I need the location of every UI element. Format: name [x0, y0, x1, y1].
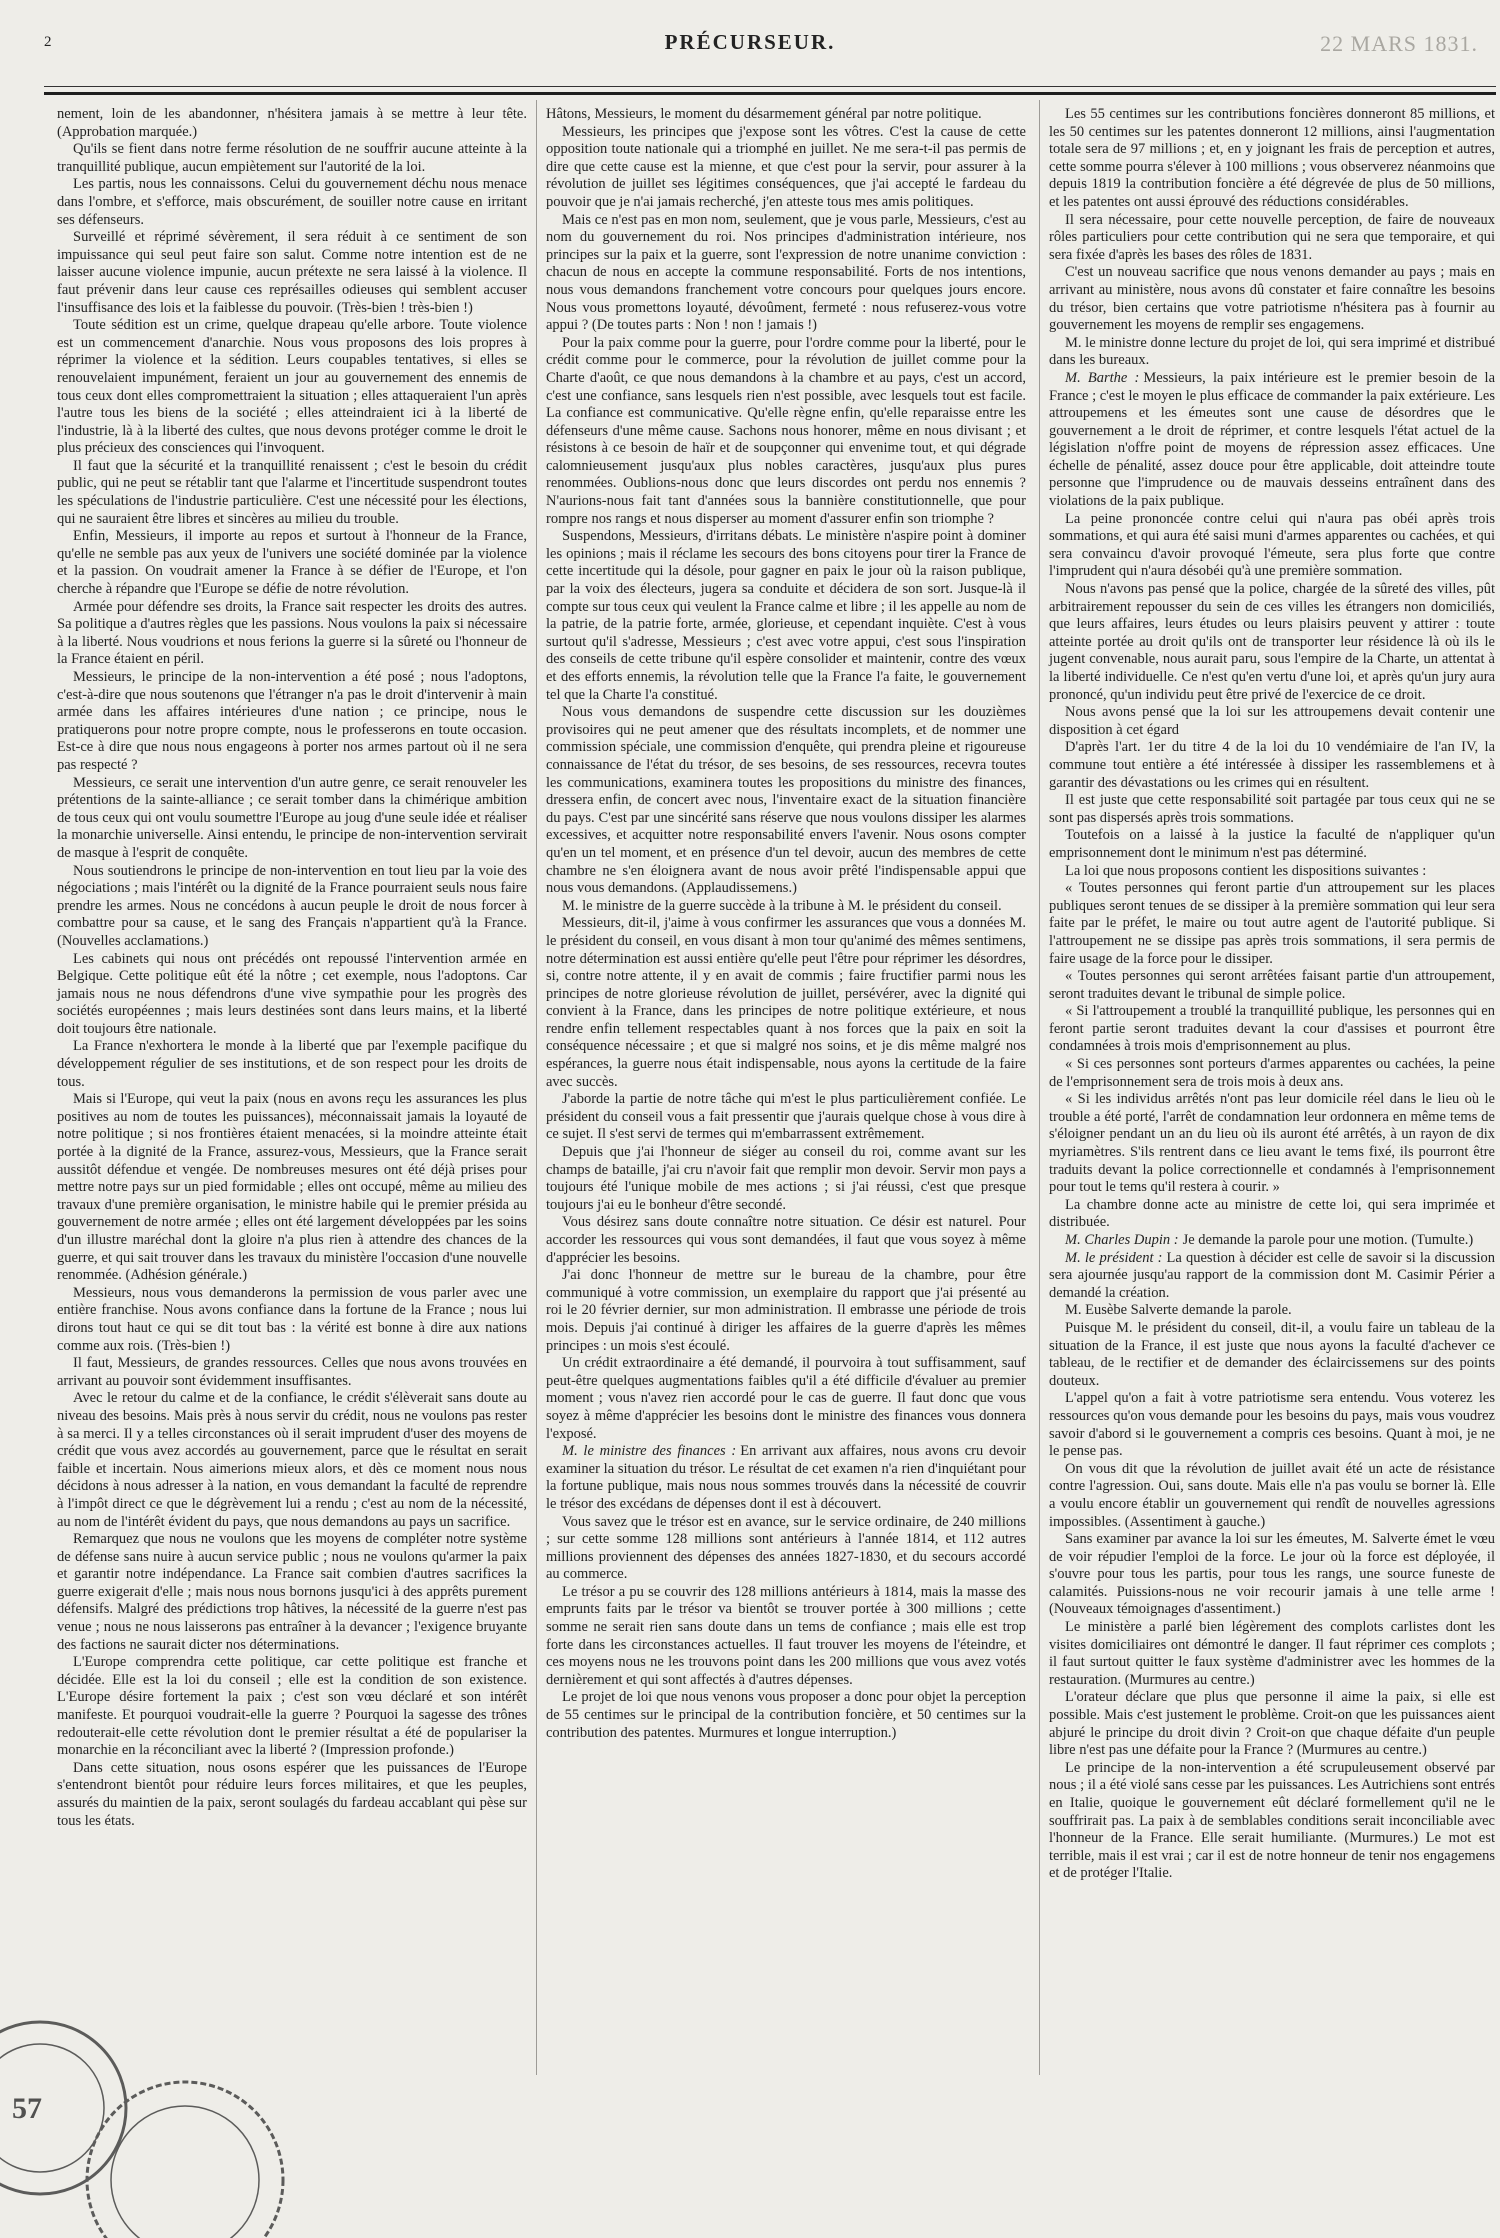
paragraph-text: Enfin, Messieurs, il importe au repos et surtout à l'honneur de la France, qu'elle ne semble pas aux yeux de l'univers une société dominée par la violence et la passion. On voudrait amener la France à se défier de l'Europe, et l'on cherche à répandre que l'Europe se défie de notre révolution.	[57, 528, 527, 598]
paragraph-text: Mais si l'Europe, qui veut la paix (nous en avons reçu les assurances les plus positives au nom de toutes les puissances), méconnaissait jamais la loyauté de notre politique ; si nos frontières étaient menacées, si la moindre atteinte était portée à la dignité de la France, assurez-vous, Messieurs, que la France serait aussitôt défendue et vengée. De nombreuses mesures ont été déjà prises pour mettre notre pays sur un pied formidable ; elles ont occupé, même au milieu des travaux d'une première organisation, le ministre habile qui le premier présida au gouvernement de notre armée ; elles ont été largement développées par les soins d'un illustre maréchal dont la gloire n'a plus rien à attendre des chances de la guerre, et qui sait trouver dans les travaux du ministère l'occasion d'une nouvelle renommée. (Adhésion générale.)	[57, 1091, 527, 1284]
paragraph-text: Sans examiner par avance la loi sur les émeutes, M. Salverte émet le vœu de voir répudier l'emploi de la force. Le jour où la force est déployée, il s'ouvre pour tous les partis, pour tous les rangs, une source funeste de calamités. Puissions-nous ne voir recourir jamais à une telle arme ! (Nouveaux témoignages d'assentiment.)	[1049, 1531, 1495, 1618]
paragraph	[1049, 1250, 1495, 1303]
paragraph-text: Pour la paix comme pour la guerre, pour l'ordre comme pour la liberté, pour le crédit comme pour le commerce, pour la révolution de juillet comme pour la Charte d'août, ce que nous demandons à la chambre et au pays, c'est un accord, c'est une confiance, sans lesquels rien n'est possible, avec lesquels tout est facile. La confiance est communicative. Qu'elle règne enfin, qu'elle reparaisse entre les défenseurs d'une même cause. Sachons nous honorer, même en nous divisant ; et résistons à ce besoin de haïr et de soupçonner qui envenime tout, et qui dégrade calomnieusement jusqu'aux plus nobles caractères, jusqu'aux plus pures renommées. Oublions-nous donc que leurs discordes ont perdu nos ennemis ? N'aurions-nous fait tant d'années sous la bannière constitutionnelle, que pour rompre nos rangs et nous disperser au moment d'assurer enfin son triomphe ?	[546, 334, 1026, 527]
paragraph	[1049, 212, 1495, 265]
paragraph-text: Le ministère a parlé bien légèrement des complots carlistes dont les visites domiciliaires ont démontré le danger. Il faut réprimer ces complots ; il faut surtout quitter le faux système d'administrer avec les hommes de la restauration. (Murmures au centre.)	[1049, 1619, 1495, 1688]
paragraph-text: « Si les individus arrêtés n'ont pas leur domicile réel dans le lieu où le trouble a été porté, l'arrêt de condamnation leur ordonnera en même tems de s'éloigner pendant un an du lieu où ils auront été arrêtés, à un rayon de dix myriamètres. S'ils rentrent dans ce lieu avant le tems fixé, ils pourront être traduits devant la police correctionnelle et condamnés à l'emprisonnement pour tout le tems qu'il restera à courir. »	[1049, 1091, 1495, 1196]
paragraph	[1049, 792, 1495, 827]
paragraph	[57, 599, 527, 669]
paragraph	[1049, 1197, 1495, 1232]
paragraph	[1049, 863, 1495, 881]
speaker-label: M. Barthe :	[1065, 369, 1140, 386]
issue-date: 22 MARS 1831.	[1320, 31, 1478, 56]
paragraph-text: M. Eusèbe Salverte demande la parole.	[1065, 1302, 1292, 1319]
paragraph	[1049, 1302, 1495, 1320]
paragraph	[546, 1144, 1026, 1214]
stamp-number: 57	[12, 2092, 42, 2125]
paragraph	[57, 1285, 527, 1355]
header-rule	[44, 86, 1496, 95]
paragraph-text: En arrivant aux affaires, nous avons cru devoir examiner la situation du trésor. Le résultat de cet examen n'a rien d'inquiétant pour la fortune publique, mais nous nous sommes trouvés dans la nécessité de couvrir le trésor des excédans de dépenses dont il est à découvert.	[546, 1443, 1026, 1512]
column-3	[1049, 106, 1495, 1883]
paragraph-text: Suspendons, Messieurs, d'irritans débats. Le ministère n'aspire point à dominer les opinions ; mais il réclame les secours des bons citoyens pour tirer la France de cette incertitude qui la désole, pour gagner en paix le jour où la raison publique, par la voix des électeurs, jugera sa conduite et décidera de son sort. Jusque-là il compte sur tous ceux qui veulent la France calme et libre ; il les appelle au nom de la patrie, de la patrie forte, armée, glorieuse, et cependant inquiète. C'est à vous surtout qu'il s'adresse, Messieurs ; c'est avec votre appui, c'est sous l'inspiration des conseils de cette tribune qu'il espère consolider et maintenir, contre des vœux et des efforts ennemis, la révolution telle que la France l'a faite, le gouvernement tel que la Charte l'a constitué.	[546, 528, 1026, 703]
paragraph	[546, 335, 1026, 529]
paragraph-text: Un crédit extraordinaire a été demandé, il pourvoira à tout suffisamment, sauf peut-être quelques augmentations faibles qu'il a été difficile d'évaluer au premier moment ; vous n'avez rien accordé pour le cas de guerre. Il faut donc que vous soyez à même d'apprécier les besoins dont le ministre des finances vous donnera l'exposé.	[546, 1355, 1026, 1442]
paragraph	[1049, 1091, 1495, 1197]
paragraph-text: Les partis, nous les connaissons. Celui du gouvernement déchu nous menace dans l'ombre, et s'efforce, mais obscurément, de souiller notre cause en irritant ses défenseurs.	[57, 176, 527, 228]
paragraph-text: Messieurs, les principes que j'expose sont les vôtres. C'est la cause de cette opposition toute nationale qui a triomphé en juillet. Ne me sera-t-il pas permis de dire que cette cause est la mienne, et que c'est pour la servir, pour assurer à la révolution de juillet ses légitimes conséquences, que j'ai accepté le fardeau du pouvoir que je n'ai jamais recherché, j'en atteste tous mes amis politiques.	[546, 123, 1026, 210]
paragraph	[1049, 1461, 1495, 1531]
paragraph-text: Toutefois on a laissé à la justice la faculté de n'appliquer qu'un emprisonnement dont le minimum n'est pas déterminé.	[1049, 827, 1495, 861]
paragraph	[1049, 1689, 1495, 1759]
paragraph	[1049, 370, 1495, 511]
paragraph-text: Depuis que j'ai l'honneur de siéger au conseil du roi, comme avant sur les champs de bataille, j'ai cru n'avoir fait que remplir mon devoir. Servir mon pays a toujours été l'unique mobile de mes actions ; si j'ai réussi, c'est que presque toujours j'ai eu le bonheur d'être secondé.	[546, 1144, 1026, 1213]
paragraph-text: M. le ministre de la guerre succède à la tribune à M. le président du conseil.	[562, 897, 1002, 914]
paragraph	[57, 775, 527, 863]
paragraph-text: L'orateur déclare que plus que personne il aime la paix, si elle est possible. Mais c'est justement le problème. Croit-on que les puissances aient abjuré le principe du droit divin ? Croit-on que chaque défaite d'un peuple libre n'est pas une défaite pour la France ? (Murmures au centre.)	[1049, 1689, 1495, 1759]
paragraph	[546, 1689, 1026, 1742]
paragraph	[546, 212, 1026, 335]
paragraph-text: L'Europe comprendra cette politique, car cette politique est franche et décidée. Elle est la loi du conseil ; elle est la condition de son existence. L'Europe désire fortement la paix ; c'est son vœu déclaré et son intérêt manifeste. Et pourquoi voudrait-elle la guerre ? Pourquoi la sagesse des trônes redouterait-elle cette révolution dont le premier résultat a été de populariser la monarchie en la réconciliant avec la liberté ? (Impression profonde.)	[57, 1654, 527, 1759]
paragraph	[1049, 704, 1495, 739]
paragraph	[546, 1267, 1026, 1355]
paragraph-text: J'ai donc l'honneur de mettre sur le bureau de la chambre, pour être communiqué à votre commission, un exemplaire du rapport que j'ai présenté au roi le 20 février dernier, sur mon administration. Il embrasse une période de trois mois. Depuis j'ai continué à diriger les affaires de la guerre d'après les mêmes principes : un mois s'est écoulé.	[546, 1267, 1026, 1354]
paragraph-text: Messieurs, nous vous demanderons la permission de vous parler avec une entière franchise. Nous avons confiance dans la fortune de la France ; nous lui dirons tout haut ce qui se dit tout bas : la vérité est bonne à dire aux nations comme aux rois. (Très-bien !)	[57, 1284, 527, 1354]
column-rule	[1039, 100, 1040, 2075]
paragraph-text: Toute sédition est un crime, quelque drapeau qu'elle arbore. Toute violence est un commencement d'anarchie. Nous vous proposons des lois propres à réprimer la violence et la sédition. Leurs coupables tentatives, si elles se renouvelaient impunément, feraient un jour au gouvernement des ennemis de tous ceux dont elles compromettraient la situation ; elles attaqueraient l'un après l'autre tous les biens de la société ; elles atteindraient ici à la liberté de l'industrie, là à la liberté des cultes, que nous devons protéger comme le droit le plus précieux des consciences qui l'invoquent.	[57, 317, 527, 457]
paragraph	[546, 704, 1026, 898]
paragraph-text: « Toutes personnes qui feront partie d'un attroupement sur les places publiques seront tenues de se dissiper à la première sommation qui leur sera faite par le préfet, le maire ou tout autre agent de l'autorité publique. Si l'attroupement ne se dissipe pas après trois sommations, il sera permis de faire usage de la force pour le dissiper.	[1049, 880, 1495, 967]
paragraph-text: Le trésor a pu se couvrir des 128 millions antérieurs à 1814, mais la masse des emprunts faits par le trésor va bientôt se trouver portée à 300 millions ; cette somme ne serait rien sans doute dans un tems de confiance ; mais elle est trop forte dans les circonstances actuelles. Il faut trouver les moyens de l'éteindre, et ces moyens nous ne les trouvons point dans les 200 millions que vous avez votés dernièrement et qui sont affectés à d'autres dépenses.	[546, 1583, 1026, 1688]
paragraph-text: Puisque M. le président du conseil, dit-il, a voulu faire un tableau de la situation de la France, il est juste que nous ayons la faculté d'achever ce tableau, de le rectifier et de demander des éclaircissemens sur des points douteux.	[1049, 1319, 1495, 1389]
paragraph	[1049, 968, 1495, 1003]
paragraph	[546, 1091, 1026, 1144]
paragraph-text: J'aborde la partie de notre tâche qui m'est le plus particulièrement confiée. Le président du conseil vous a fait pressentir que j'aurais quelque chose à vous dire à ce sujet. Il s'est servi de termes qui m'embarrassent extrêmement.	[546, 1091, 1026, 1143]
paragraph-text: Qu'ils se fient dans notre ferme résolution de ne souffrir aucune atteinte à la tranquillité publique, aucun empiètement sur l'autorité de la loi.	[57, 141, 527, 175]
page-number: 2	[44, 34, 52, 50]
paragraph	[546, 1355, 1026, 1443]
paragraph-text: D'après l'art. 1er du titre 4 de la loi du 10 vendémiaire de l'an IV, la commune tout entière a été intéressée à dissiper les rassemblemens et à garantir des dévastations ou les crimes qui en résultent.	[1049, 739, 1495, 791]
paragraph-text: Messieurs, ce serait une intervention d'un autre genre, ce serait renouveler les prétentions de la sainte-alliance ; ce serait tomber dans la chimérique ambition de tous ceux qui ont voulu soumettre l'Europe au joug d'une seule idée et réaliser la monarchie universelle. Ainsi entendu, le principe de non-intervention servirait de masque à l'esprit de conquête.	[57, 774, 527, 861]
paragraph-text: M. le ministre donne lecture du projet de loi, qui sera imprimé et distribué dans les bureaux.	[1049, 334, 1495, 369]
paragraph	[546, 1443, 1026, 1513]
paragraph-text: Nous avons pensé que la loi sur les attroupemens devait contenir une disposition à cet égard	[1049, 704, 1495, 738]
paragraph	[57, 1091, 527, 1285]
paragraph-text: Hâtons, Messieurs, le moment du désarmement général par notre politique.	[546, 106, 982, 122]
paragraph-text: Les 55 centimes sur les contributions foncières donneront 85 millions, et les 50 centimes sur les patentes donneront 12 millions, ainsi l'augmentation totale sera de 97 millions ; et, en y joignant les frais de perception et autres, cette somme pourra s'élever à 100 millions ; vous observerez néanmoins que depuis 1819 la contribution foncière a été dégrevée de plus de 50 millions, et les patentes ont aussi éprouvé des réductions considérables.	[1049, 106, 1495, 210]
paragraph	[57, 863, 527, 951]
column-1	[57, 106, 527, 1830]
paragraph	[1049, 1003, 1495, 1056]
paragraph	[546, 898, 1026, 916]
paragraph	[57, 1390, 527, 1531]
paragraph-text: Nous vous demandons de suspendre cette discussion sur les douzièmes provisoires qui ne peut amener que des résultats incomplets, et de nommer une commission spéciale, une commission d'enquête, qui prendra pleine et rigoureuse connaissance de l'état du trésor, de ses besoins, de ses ressources, recevra toutes les communications, examinera toutes les propositions du ministre des finances, dressera enfin, de concert avec nous, l'inventaire exact de la situation financière du pays. C'est par une sincérité sans réserve que nous voulons dissiper les alarmes excessives, et acquitter notre responsabilité envers l'avenir. Nous osons compter qu'en un tel moment, et en présence d'un tel devoir, aucun des membres de cette chambre ne s'en éloignera avant de nous avoir prêté l'indispensable appui que nous vous demandons. (Applaudissemens.)	[546, 704, 1026, 897]
paragraph	[1049, 264, 1495, 334]
paragraph	[546, 915, 1026, 1091]
paragraph-text: Il est juste que cette responsabilité soit partagée par tous ceux qui ne se sont pas dispersés après trois sommations.	[1049, 792, 1495, 826]
paragraph	[1049, 1056, 1495, 1091]
paragraph	[57, 1654, 527, 1760]
paragraph-text: La France n'exhortera le monde à la liberté que par l'exemple pacifique du développement régulier de ses institutions, et de son respect pour les droits de tous.	[57, 1038, 527, 1090]
paragraph-text: Armée pour défendre ses droits, la France sait respecter les droits des autres. Sa politique a d'autres règles que les passions. Nous voulons la paix si nécessaire à la liberté. Nous voudrions et nous ferions la guerre si la sûreté ou l'honneur de la France étaient en péril.	[57, 598, 527, 668]
paragraph-text: nement, loin de les abandonner, n'hésitera jamais à se mettre à leur tête. (Approbation marquée.)	[57, 106, 527, 140]
paragraph-text: Les cabinets qui nous ont précédés ont repoussé l'intervention armée en Belgique. Cette politique eût été la nôtre ; cet exemple, nous l'adoptons. Car jamais nous ne nous défendrons d'une vive sympathie pour les progrès des sociétés européennes ; mais leurs destinées sont dans leurs mains, et la liberté doit toujours être nationale.	[57, 950, 527, 1037]
paragraph-text: « Si l'attroupement a troublé la tranquillité publique, les personnes qui en feront partie seront traduites devant la cour d'assises et pourront être condamnées à trois mois d'emprisonnement au plus.	[1049, 1003, 1495, 1055]
paragraph-text: Nous soutiendrons le principe de non-intervention en tout lieu par la voie des négociations ; mais l'intérêt ou la dignité de la France pourraient seuls nous faire prendre les armes. Nous ne concédons à aucun peuple le droit de nous forcer à combattre pour sa cause, et le sang des Français n'appartient qu'à la France. (Nouvelles acclamations.)	[57, 862, 527, 949]
paragraph	[57, 176, 527, 229]
paragraph-text: On vous dit que la révolution de juillet avait été un acte de résistance contre l'agression. Oui, sans doute. Mais elle n'a pas voulu se borner là. Elle a voulu encore établir un gouvernement qui rendît de nouvelles agressions impossibles. (Assentiment à gauche.)	[1049, 1460, 1495, 1530]
paragraph-text: Remarquez que nous ne voulons que les moyens de compléter notre système de défense sans nuire à aucun service public ; nous ne voulons qu'armer la paix et garantir notre indépendance. La France sait combien d'autres sacrifices la guerre exigerait d'elle ; mais nous nous bornons jusqu'ici à des apprêts purement défensifs. Malgré des prédictions trop hâtives, la nécessité de la guerre n'est pas venue ; nous ne nous laisserons pas entraîner à la devancer ; l'exigence bruyante des factions ne saurait dicter nos déterminations.	[57, 1531, 527, 1653]
speaker-label: M. le ministre des finances :	[562, 1443, 737, 1460]
paragraph-text: Mais ce n'est pas en mon nom, seulement, que je vous parle, Messieurs, c'est au nom du gouvernement du roi. Nos principes d'administration intérieure, nos principes sur la paix et la guerre, sont l'expression de notre unanime conviction : chacun de nous en accepte la commune responsabilité. Forts de nos intentions, nous vous demandons franchement votre concours pour quelques jours encore. Nous vous promettons loyauté, dévoûment, fermeté : nous refuserez-vous votre appui ? (De toutes parts : Non ! non ! jamais !)	[546, 211, 1026, 334]
paragraph-text: C'est un nouveau sacrifice que nous venons demander au pays ; mais en arrivant au ministère, nous avons dû constater et faire connaître les besoins du trésor, bien certains que votre patriotisme n'hésitera pas à fournir au gouvernement les moyens de remplir ses engagemens.	[1049, 264, 1495, 334]
paragraph	[546, 1584, 1026, 1690]
paragraph-text: La question à décider est celle de savoir si la discussion sera ajournée jusqu'au rapport de la commission dont M. Casimir Périer a demandé la création.	[1049, 1249, 1495, 1301]
paragraph-text: La chambre donne acte au ministre de cette loi, qui sera imprimée et distribuée.	[1049, 1196, 1495, 1231]
paragraph-text: Surveillé et réprimé sévèrement, il sera réduit à ce sentiment de son impuissance qui seul peut faire son salut. Comme notre intention est de ne laisser aucune violence impunie, aucun prétexte ne sera laissé à la violence. Il faut prévenir dans leur cause ces représailles odieuses qui semblent accuser l'insuffisance des lois et la faiblesse du pouvoir. (Très-bien ! très-bien !)	[57, 229, 527, 316]
column-rule	[536, 100, 537, 2075]
paragraph	[1049, 880, 1495, 968]
paragraph	[57, 1355, 527, 1390]
paragraph	[1049, 1619, 1495, 1689]
paragraph-text: Dans cette situation, nous osons espérer que les puissances de l'Europe s'entendront bientôt pour réduire leurs forces militaires, et que les peuples, assurés du maintien de la paix, seront soulagés du fardeau accablant qui pèse sur tous les états.	[57, 1759, 527, 1829]
paragraph-text: Le projet de loi que nous venons vous proposer a donc pour objet la perception de 55 centimes sur le principal de la contribution foncière, et 50 centimes sur la contribution des patentes. Murmures et longue interruption.)	[546, 1689, 1026, 1741]
paragraph	[546, 1214, 1026, 1267]
paragraph-text: Messieurs, dit-il, j'aime à vous confirmer les assurances que vous a données M. le président du conseil, en vous disant à mon tour qu'animé des mêmes sentimens, notre détermination est aussi entière qu'elle peut l'être pour réprimer les désordres, si, contre notre attente, il y en avait de commis ; faire fructifier parmi nous les principes de notre glorieuse révolution de juillet, persévérer, avec la dignité qui convient à la France, dans les principes de notre politique extérieure, et nous rendre enfin tellement respectables quant à nos forces que la paix en soit la conséquence nécessaire ; et que si malgré nos soins, et je dis même malgré nos espérances, la guerre nous était indispensable, nous ayons la certitude de la faire avec succès.	[546, 915, 1026, 1090]
paragraph	[1049, 1320, 1495, 1390]
paragraph	[57, 1531, 527, 1654]
paragraph-text: Messieurs, la paix intérieure est le premier besoin de la France ; c'est le moyen le plus efficace de commander la paix extérieure. Les attroupemens et les émeutes sont une cause de désordres que le gouvernement a le droit de réprimer, et contre lesquels l'état actuel de la législation n'offre point de moyens de répression assez efficaces. Une échelle de pénalité, assez douce pour être applicable, doit atteindre toute personne que l'imprudence ou de mauvais desseins entraînent dans des violations de la paix publique.	[1049, 369, 1496, 510]
paragraph-text: Avec le retour du calme et de la confiance, le crédit s'élèverait sans doute au niveau des besoins. Mais près à nous servir du crédit, nous ne voulons pas rester à sa merci. Il y a telles circonstances où il serait imprudent d'user des moyens de crédit que vous avez accordés au gouvernement, parce que le résultat en serait faible et incertain. Nous aimerions mieux alors, et dès ce moment nous nous décidons à nous adresser à la nation, en vous demandant la faculté de reprendre à l'impôt direct ce que le dégrèvement lui a rendu ; c'est au nom de la nécessité, au nom de l'intérêt évident du pays, que nous demandons au pays un sacrifice.	[57, 1390, 527, 1530]
paragraph	[57, 106, 527, 141]
paragraph	[57, 528, 527, 598]
paragraph-text: Messieurs, le principe de la non-intervention a été posé ; nous l'adoptons, c'est-à-dire que nous soutenons que l'étranger n'a pas le droit d'intervenir à main armée dans les affaires intérieures d'une nation ; ce principe, nous le pratiquerons pour notre propre compte, nous le professerons en toute occasion. Est-ce à dire que nous nous engageons à porter nos armes partout où il ne sera pas respecté ?	[57, 669, 527, 773]
paragraph-text: Il faut que la sécurité et la tranquillité renaissent ; c'est le besoin du crédit public, qui ne peut se rétablir tant que l'alarme et l'incertitude suspendront toutes les spéculations de l'industrie particulière. C'est une nécessité pour les élections, qui ne sauraient être libres et sincères au milieu du trouble.	[57, 457, 527, 527]
paragraph	[57, 951, 527, 1039]
paragraph	[1049, 739, 1495, 792]
paragraph	[1049, 1232, 1495, 1250]
postal-stamp	[0, 2010, 300, 2238]
paragraph	[1049, 335, 1495, 370]
paragraph-text: « Toutes personnes qui seront arrêtées faisant partie d'un attroupement, seront traduites devant le tribunal de simple police.	[1049, 968, 1495, 1002]
paragraph	[57, 458, 527, 528]
paragraph	[1049, 1531, 1495, 1619]
paragraph-text: Je demande la parole pour une motion. (Tumulte.)	[1182, 1232, 1474, 1248]
paragraph-text: L'appel qu'on a fait à votre patriotisme sera entendu. Vous voterez les ressources qu'on vous demande pour les besoins du pays, mais vous voudrez savoir d'abord si le gouvernement a compris ces besoins. Quant à moi, je ne le pense pas.	[1049, 1390, 1495, 1460]
paragraph	[1049, 1390, 1495, 1460]
paragraph	[57, 317, 527, 458]
paragraph	[546, 124, 1026, 212]
paragraph	[57, 669, 527, 775]
paragraph	[1049, 511, 1495, 581]
paragraph-text: Il faut, Messieurs, de grandes ressources. Celles que nous avons trouvées en arrivant au pouvoir sont évidemment insuffisantes.	[57, 1355, 527, 1389]
paragraph	[57, 1760, 527, 1830]
paragraph-text: Nous n'avons pas pensé que la police, chargée de la sûreté des villes, pût arbitrairement repousser du sein de ces villes les étrangers non domiciliés, que leurs affaires, leurs études ou leurs plaisirs peuvent y attirer : toute atteinte portée au droit qu'ils ont de transporter leur résidence là où ils le jugent convenable, nous aurait paru, sous l'empire de la Charte, un attentat à la liberté individuelle. Ce n'est qu'en vertu d'une loi, et après qu'un jury aura prononcé, qu'un individu peut être privé de l'exercice de ce droit.	[1049, 581, 1495, 703]
paragraph	[1049, 581, 1495, 704]
paragraph-text: Vous savez que le trésor est en avance, sur le service ordinaire, de 240 millions ; sur cette somme 128 millions sont antérieurs à l'année 1814, et 112 autres millions proviennent des dépenses des années 1827-1830, et du secours accordé au commerce.	[546, 1513, 1026, 1583]
speaker-label: M. Charles Dupin :	[1065, 1232, 1179, 1248]
paragraph	[546, 106, 1026, 124]
column-2	[546, 106, 1026, 1742]
paragraph	[57, 141, 527, 176]
paragraph-text: Le principe de la non-intervention a été scrupuleusement observé par nous ; il a été violé sans cesse par les puissances. Les Autrichiens sont entrés en Italie, quoique le gouvernement eût déclaré formellement qu'il ne le souffrirait pas. La paix à de semblables conditions serait inconciliable avec l'honneur de la France. Elle serait humiliante. (Murmures.) Le mot est terrible, mais il est vrai ; car il est de notre honneur de tenir nos engagemens et de protéger l'Italie.	[1049, 1759, 1495, 1882]
paragraph-text: La peine prononcée contre celui qui n'aura pas obéi après trois sommations, et qui aura été saisi muni d'armes apparentes ou cachées, et qui sera convaincu d'avoir provoqué l'émeute, sera plus forte que contre l'imprudent qui n'aura désobéi qu'à une première sommation.	[1049, 510, 1495, 580]
paragraph	[57, 1038, 527, 1091]
paragraph-text: « Si ces personnes sont porteurs d'armes apparentes ou cachées, la peine de l'emprisonnement sera de trois mois à deux ans.	[1049, 1056, 1495, 1090]
paragraph-text: Il sera nécessaire, pour cette nouvelle perception, de faire de nouveaux rôles particuliers pour cette contribution qui ne sera que temporaire, et qui sera fixée d'après les bases des rôles de 1831.	[1049, 211, 1495, 263]
speaker-label: M. le président :	[1065, 1249, 1163, 1266]
newspaper-title: PRÉCURSEUR.	[664, 30, 836, 54]
paragraph	[546, 1514, 1026, 1584]
paragraph	[1049, 827, 1495, 862]
paragraph-text: La loi que nous proposons contient les dispositions suivantes :	[1065, 862, 1427, 879]
paragraph	[546, 528, 1026, 704]
paragraph-text: Vous désirez sans doute connaître notre situation. Ce désir est naturel. Pour accorder les ressources qui vous sont demandées, il faut que vous soyez à même d'apprécier les besoins.	[546, 1214, 1026, 1266]
paragraph	[1049, 106, 1495, 212]
paragraph	[57, 229, 527, 317]
paragraph	[1049, 1760, 1495, 1883]
